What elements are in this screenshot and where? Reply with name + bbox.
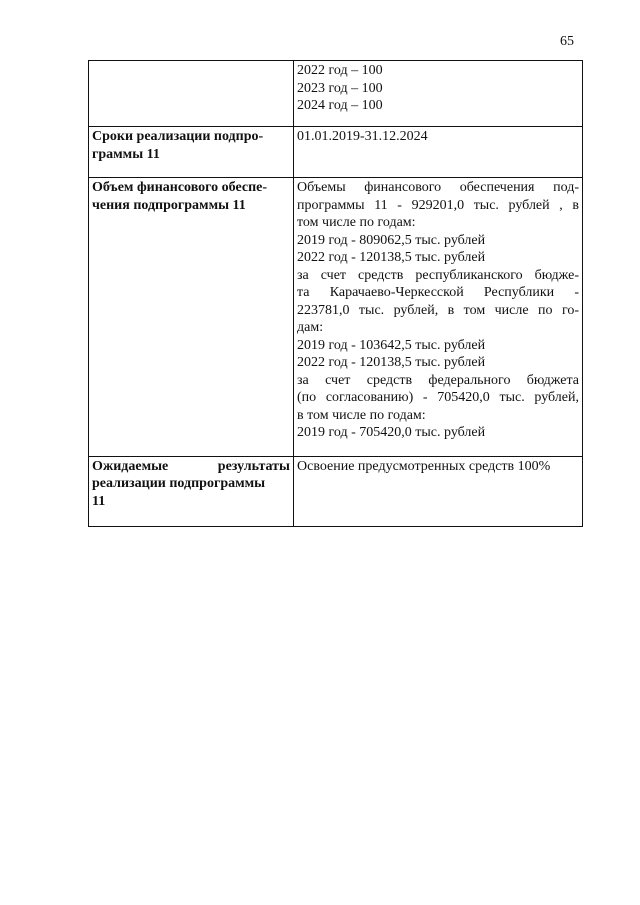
financing-line: дам: [297, 320, 324, 335]
financing-line: 2019 год - 103642,5 тыс. рублей [297, 337, 486, 353]
financing-line: 2022 год - 120138,5 тыс. рублей [297, 355, 486, 370]
financing-line: 2019 год - 809062,5 тыс. рублей [297, 232, 486, 248]
indicator-line: 2023 год – 100 [297, 80, 383, 96]
row-label-empty [89, 61, 294, 127]
financing-line: 2022 год - 120138,5 тыс. рублей [297, 250, 486, 265]
indicator-line: 2022 год – 100 [297, 63, 383, 78]
financing-label-cell [89, 178, 294, 457]
financing-line: 223781,0 тыс. рублей, в том числе по го- [297, 302, 579, 318]
results-value-cell [294, 456, 583, 526]
financing-line: 2019 год - 705420,0 тыс. рублей [297, 425, 486, 440]
table-row-results [89, 456, 583, 526]
subprogram-passport-table [88, 60, 583, 527]
period-value: 01.01.2019-31.12.2024 [297, 129, 428, 144]
financing-line: том числе по годам: [297, 215, 416, 230]
period-value-cell [294, 127, 583, 178]
results-value: Освоение предусмотренных средств 100% [297, 458, 551, 474]
indicator-line: 2024 год – 100 [297, 98, 383, 113]
results-label-line: 11 [92, 493, 106, 509]
financing-line: в том числе по годам: [297, 407, 426, 423]
results-label-line: реализации подпрограммы [92, 476, 266, 491]
financing-line: (по согласованию) - 705420,0 тыс. рублей, [297, 390, 579, 405]
table-row-financing [89, 178, 583, 457]
period-label-line: Сроки реализации подпро- [92, 129, 264, 144]
financing-line: та Карачаево-Черкесской Республики - [297, 285, 579, 300]
page-number: 65 [560, 34, 574, 49]
financing-line: за счет средств федерального бюджета [297, 372, 579, 388]
indicator-values-cell [294, 61, 583, 127]
financing-value-cell [294, 178, 583, 457]
results-label-line: Ожидаемые результаты [92, 458, 290, 474]
period-label-cell [89, 127, 294, 178]
period-label-line: граммы 11 [92, 146, 160, 162]
financing-label-line: чения подпрограммы 11 [92, 197, 246, 213]
financing-line: программы 11 - 929201,0 тыс. рублей , в [297, 197, 579, 213]
financing-line: Объемы финансового обеспечения под- [297, 180, 579, 195]
financing-line: за счет средств республиканского бюдже- [297, 267, 579, 283]
financing-label-line: Объем финансового обеспе- [92, 180, 268, 195]
table-row-indicators [89, 61, 583, 127]
table-row-period [89, 127, 583, 178]
results-label-cell [89, 456, 294, 526]
